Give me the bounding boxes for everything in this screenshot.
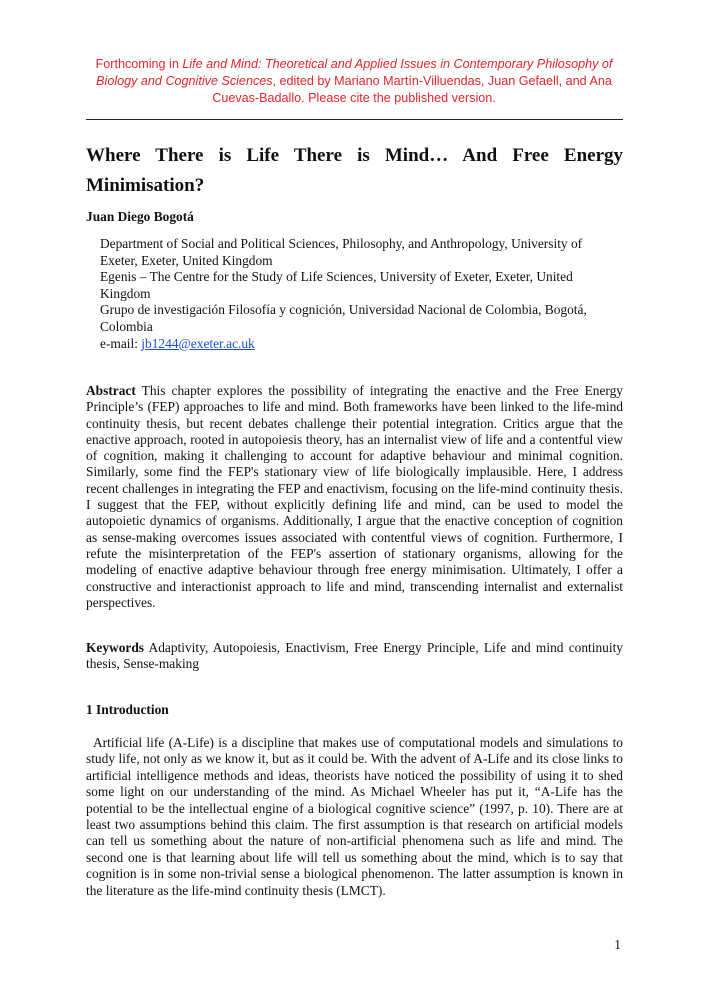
notice-details: , edited by Mariano Martín-Villuendas, Juan Gefaell, and Ana Cuevas-Badallo. Please cite the published version. xyxy=(212,74,612,105)
affiliation-2: Egenis – The Centre for the Study of Life Sciences, University of Exeter, Exeter, United Kingdom xyxy=(100,269,573,301)
paper-title xyxy=(86,141,623,201)
title-line-2: Minimisation? xyxy=(86,175,205,196)
section-heading: 1 Introduction xyxy=(86,702,169,717)
abstract xyxy=(86,383,623,611)
intro-paragraph: Artificial life (A-Life) is a discipline that makes use of computational models and simulations to study life, not only as we know it, but as it could be. With the advent of A-Life and its close links to artificial intelligence methods and ideas, theorists have noticed the possibility of using it to shed some light on our understanding of the mind. As Michael Wheeler has put it, “A-Life has the potential to be the intellectual engine of a biological cognitive science” (1997, p. 10). There are at least two assumptions behind this claim. The first assumption is that research on artificial models can tell us something about the nature of non-artificial phenomena such as life and mind. The second one is that learning about life will tell us something about the mind, which is to say that cognition is in some non-trivial sense a biological phenomenon. The latter assumption is known in the literature as the life-mind continuity thesis (LMCT). xyxy=(86,735,623,898)
keywords-text: Adaptivity, Autopoiesis, Enactivism, Free Energy Principle, Life and mind continuity thesis, Sense-making xyxy=(86,640,623,672)
author-name: Juan Diego Bogotá xyxy=(86,209,194,224)
email-link[interactable]: jb1244@exeter.ac.uk xyxy=(141,335,255,351)
affiliations xyxy=(100,236,623,352)
keywords-label: Keywords xyxy=(86,640,145,655)
abstract-text: This chapter explores the possibility of integrating the enactive and the Free Energy Principle’s (FEP) approaches to life and mind. Both frameworks have been linked to the life-mind continuity thesis, but recent debates challenge their potential integration. Critics argue that the enactive approach, rooted in autopoiesis theory, has an internalist view of life and a contentful view of cognition, making it challenging to account for adaptive behaviour and minimal cognition. Similarly, some find the FEP's stationary view of life biologically implausible. Here, I address recent challenges in integrating the FEP and enactivism, focusing on the life-mind continuity thesis. I suggest that the FEP, without explicitly defining life and mind, can be used to model the autopoietic dynamics of organisms. Additionally, I argue that the enactive conception of cognition as sense-making overcomes issues associated with contentful views of cognition. Furthermore, I refute the misinterpretation of the FEP's assertion of stationary organisms, allowing for the modeling of enactive adaptive behaviour through free energy minimisation. Ultimately, I offer a constructive and interactionist approach to life and mind, transcending internalist and externalist perspectives. xyxy=(86,383,623,610)
header-divider xyxy=(86,119,623,120)
page-number: 1 xyxy=(614,937,621,952)
affiliation-1: Department of Social and Political Sciences, Philosophy, and Anthropology, University of Exeter, Exeter, United Kingdom xyxy=(100,236,583,268)
affiliation-3: Grupo de investigación Filosofía y cognición, Universidad Nacional de Colombia, Bogotá, Colombia xyxy=(100,302,587,334)
title-line-1: Where There is Life There is Mind… And Free Energy xyxy=(86,145,623,166)
keywords xyxy=(86,640,623,673)
email-label: e-mail: xyxy=(100,335,142,351)
notice-journal: Life and Mind: Theoretical and Applied Issues in Contemporary Philosophy of Biology and Cognitive Sciences xyxy=(96,57,613,88)
abstract-label: Abstract xyxy=(86,383,136,398)
publication-notice xyxy=(86,56,622,107)
notice-prefix: Forthcoming in xyxy=(95,57,183,71)
email-line xyxy=(100,336,623,353)
